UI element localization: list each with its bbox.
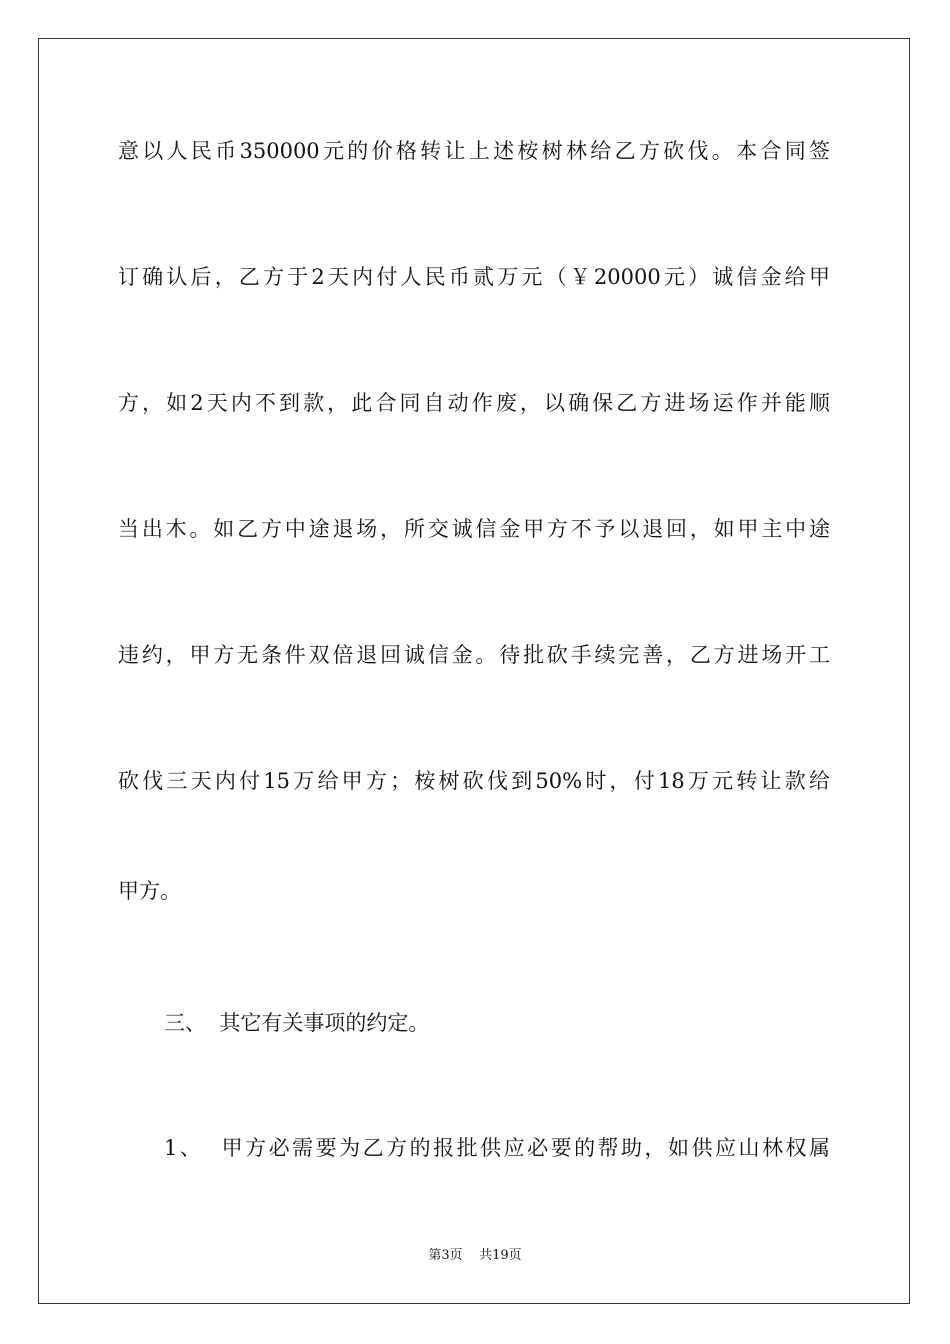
- paragraph-line-4: 当出木。如乙方中途退场，所交诚信金甲方不予以退回，如甲主中途: [118, 517, 830, 541]
- list-item-1: 1、 甲方必需要为乙方的报批供应必要的帮助，如供应山林权属: [164, 1136, 830, 1160]
- page-number-footer: 第3页 共19页: [428, 1248, 522, 1263]
- page-border: [38, 38, 910, 1304]
- paragraph-line-7: 甲方。: [118, 879, 181, 903]
- section-heading: 三、 其它有关事项的约定。: [164, 1011, 430, 1035]
- paragraph-line-6: 砍伐三天内付15万给甲方；桉树砍伐到50%时，付18万元转让款给: [118, 769, 830, 793]
- paragraph-line-3: 方，如2天内不到款，此合同自动作废，以确保乙方进场运作并能顺: [118, 391, 830, 415]
- paragraph-line-1: 意以人民币350000元的价格转让上述桉树林给乙方砍伐。本合同签: [118, 139, 830, 163]
- paragraph-line-5: 违约，甲方无条件双倍退回诚信金。待批砍手续完善，乙方进场开工: [118, 643, 830, 667]
- paragraph-line-2: 订确认后，乙方于2天内付人民币贰万元（￥20000元）诚信金给甲: [118, 265, 830, 289]
